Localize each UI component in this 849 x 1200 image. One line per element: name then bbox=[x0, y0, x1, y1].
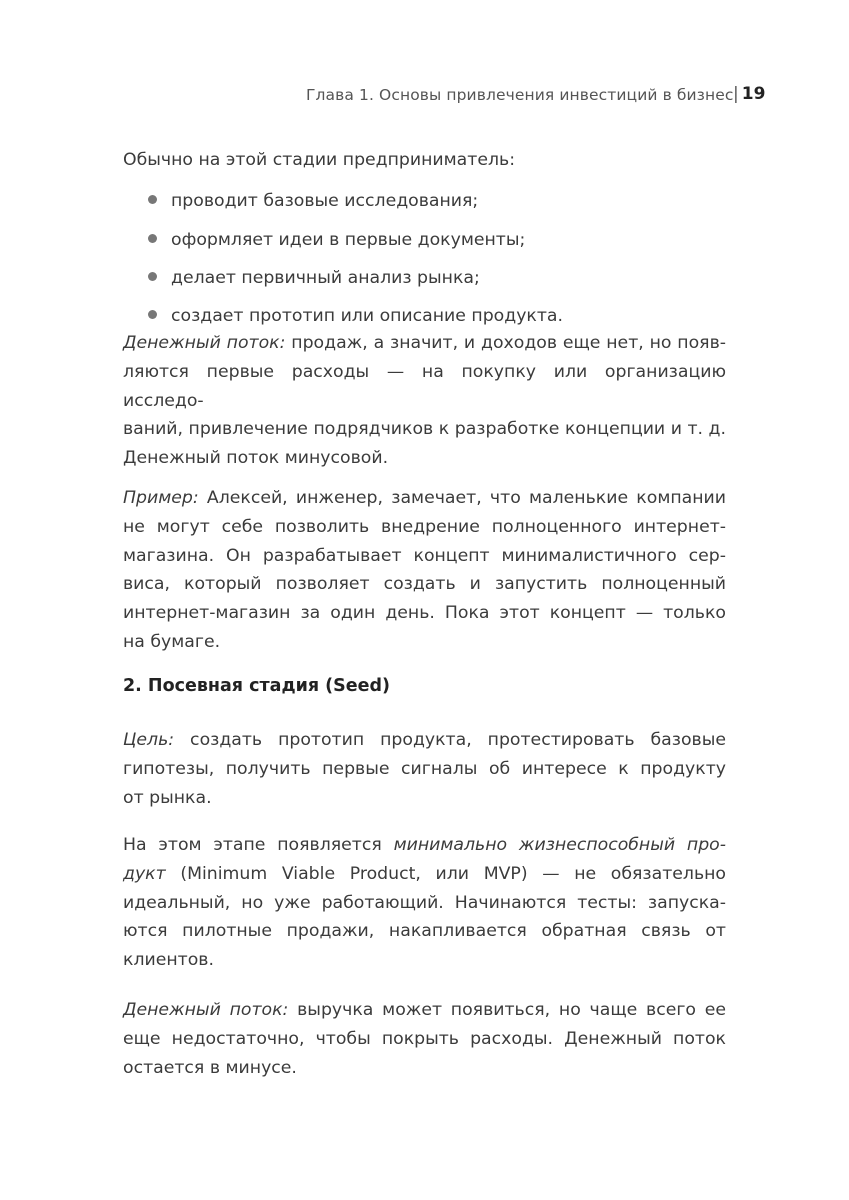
cashflow-paragraph-2 bbox=[123, 996, 726, 1082]
text-line: еще недостаточно, чтобы покрыть расходы. Денежный поток bbox=[123, 1028, 726, 1049]
text-line bbox=[123, 329, 726, 358]
text-line bbox=[123, 860, 726, 889]
list-item-text: оформляет идеи в первые документы; bbox=[171, 230, 526, 250]
text: На этом этапе появляется bbox=[123, 835, 394, 855]
list-item-text: проводит базовые исследования; bbox=[171, 191, 479, 211]
bullet-icon bbox=[148, 195, 157, 204]
text: продаж, а значит, и доходов еще нет, но появ- bbox=[285, 333, 726, 353]
text-line bbox=[123, 996, 726, 1025]
list-item bbox=[148, 264, 480, 293]
section-heading: 2. Посевная стадия (Seed) bbox=[123, 676, 391, 696]
bullet-icon bbox=[148, 310, 157, 319]
text: Алексей, инженер, замечает, что маленькие компании bbox=[198, 488, 726, 508]
list-item-text: создает прототип или описание продукта. bbox=[171, 306, 564, 326]
text-line: интернет-магазин за один день. Пока этот концепт — только bbox=[123, 603, 726, 624]
header-separator: | bbox=[733, 84, 739, 104]
text-line: не могут себе позволить внедрение полноценного интернет- bbox=[123, 516, 726, 537]
text-line bbox=[123, 484, 726, 513]
text-line bbox=[123, 726, 726, 755]
text-line: гипотезы, получить первые сигналы об интересе к продукту bbox=[123, 758, 726, 779]
list-item bbox=[148, 302, 563, 331]
running-header: Глава 1. Основы привлечения инвестиций в бизнес bbox=[306, 86, 734, 104]
italic-label: Цель: bbox=[123, 730, 175, 750]
intro-paragraph: Обычно на этой стадии предприниматель: bbox=[123, 150, 516, 170]
text-line: от рынка. bbox=[123, 787, 212, 808]
text: выручка может появиться, но чаще всего ее bbox=[288, 1000, 727, 1020]
text-line: ются пилотные продажи, накапливается обратная связь от bbox=[123, 921, 726, 942]
italic-term: минимально жизнеспособный про- bbox=[393, 835, 726, 855]
page-number-value: 19 bbox=[741, 84, 766, 104]
text-line: идеальный, но уже работающий. Начинаются тесты: запуска- bbox=[123, 892, 726, 913]
italic-label: Денежный поток: bbox=[123, 333, 286, 353]
text-line: остается в минусе. bbox=[123, 1057, 297, 1078]
list-item-text: делает первичный анализ рынка; bbox=[171, 268, 480, 288]
text-line: ваний, привлечение подрядчиков к разработке концепции и т. д. bbox=[123, 419, 726, 440]
mvp-paragraph bbox=[123, 831, 726, 975]
text: создать прототип продукта, протестировать базовые bbox=[174, 730, 726, 750]
page-number bbox=[733, 84, 765, 104]
text-line: на бумаге. bbox=[123, 631, 221, 652]
list-item bbox=[148, 187, 478, 216]
goal-paragraph bbox=[123, 726, 726, 812]
text-line: ляются первые расходы — на покупку или организацию исследо- bbox=[123, 361, 726, 411]
italic-label: Пример: bbox=[123, 488, 199, 508]
text-line: магазина. Он разрабатывает концепт минималистичного сер- bbox=[123, 545, 726, 566]
example-paragraph bbox=[123, 484, 726, 657]
text-line: клиентов. bbox=[123, 950, 214, 971]
italic-label: Денежный поток: bbox=[123, 1000, 289, 1020]
bullet-icon bbox=[148, 234, 157, 243]
text: (Minimum Viable Product, или MVP) — не обязательно bbox=[165, 863, 726, 884]
text-line bbox=[123, 831, 726, 860]
text-line: виса, который позволяет создать и запустить полноценный bbox=[123, 574, 726, 595]
cashflow-paragraph-1 bbox=[123, 329, 726, 473]
bullet-icon bbox=[148, 272, 157, 281]
italic-term: дукт bbox=[123, 863, 166, 884]
text-line: Денежный поток минусовой. bbox=[123, 448, 389, 469]
list-item bbox=[148, 226, 525, 255]
